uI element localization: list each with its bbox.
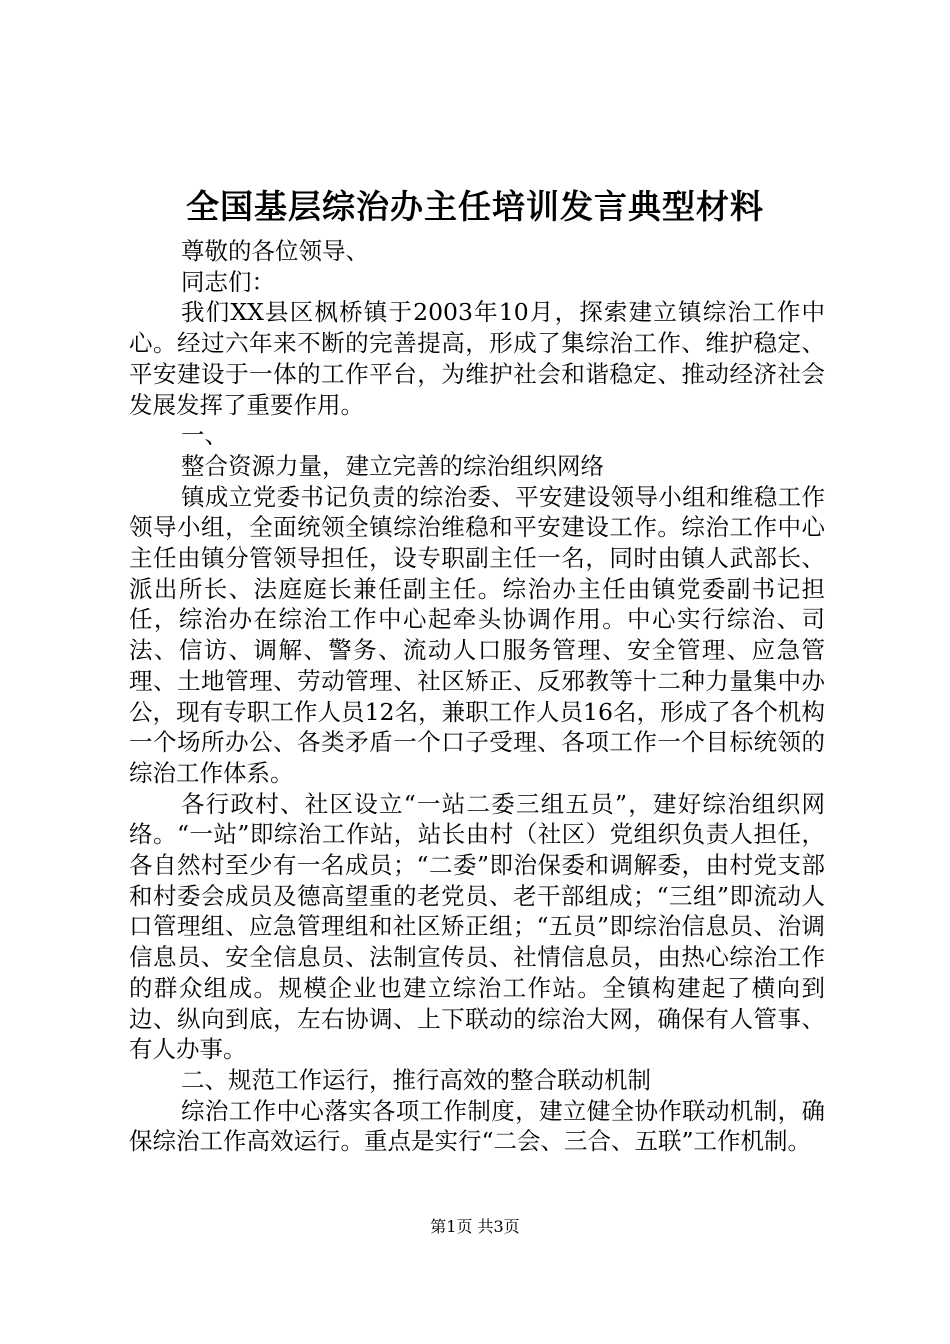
section-number-1: 一、 [181,421,228,450]
section-heading-2: 二、规范工作运行，推行高效的整合联动机制 [181,1065,651,1094]
body-paragraph: 综治工作中心落实各项工作制度，建立健全协作联动机制，确保综治工作高效运行。重点是实行“二会、三合、五联”工作机制。 [129,1096,825,1156]
body-paragraph: 各行政村、社区设立“一站二委三组五员”，建好综治组织网络。“一站”即综治工作站，站长由村（社区）党组织负责人担任，各自然村至少有一名成员；“二委”即治保委和调解委，由村党支部和村委会成员及德高望重的老党员、老干部组成；“三组”即流动人口管理组、应急管理组和社区矫正组；“五员”即综治信息员、治调信息员、安全信息员、法制宣传员、社情信息员，由热心综治工作的群众组成。规模企业也建立综治工作站。全镇构建起了横向到边、纵向到底，左右协调、上下联动的综治大网，确保有人管事、有人办事。 [129,789,825,1064]
page-footer: 第1页 共3页 [430,1217,520,1236]
salutation-line-1: 尊敬的各位领导、 [181,237,369,265]
salutation-line-2: 同志们： [181,267,275,296]
document-body [129,236,825,1157]
intro-paragraph: 我们XX县区枫桥镇于2003年10月，探索建立镇综治工作中心。经过六年来不断的完善提高，形成了集综治工作、维护稳定、平安建设于一体的工作平台，为维护社会和谐稳定、推动经济社会发展发挥了重要作用。 [129,298,825,419]
body-paragraph: 镇成立党委书记负责的综治委、平安建设领导小组和维稳工作领导小组，全面统领全镇综治维稳和平安建设工作。综治工作中心主任由镇分管领导担任，设专职副主任一名，同时由镇人武部长、派出所长、法庭庭长兼任副主任。综治办主任由镇党委副书记担任，综治办在综治工作中心起牵头协调作用。中心实行综治、司法、信访、调解、警务、流动人口服务管理、安全管理、应急管理、土地管理、劳动管理、社区矫正、反邪教等十二种力量集中办公，现有专职工作人员12名，兼职工作人员16名，形成了各个机构一个场所办公、各类矛盾一个口子受理、各项工作一个目标统领的综治工作体系。 [129,482,825,787]
section-heading-1: 整合资源力量，建立完善的综治组织网络 [181,451,604,480]
document-title: 全国基层综治办主任培训发言典型材料 [186,187,764,226]
